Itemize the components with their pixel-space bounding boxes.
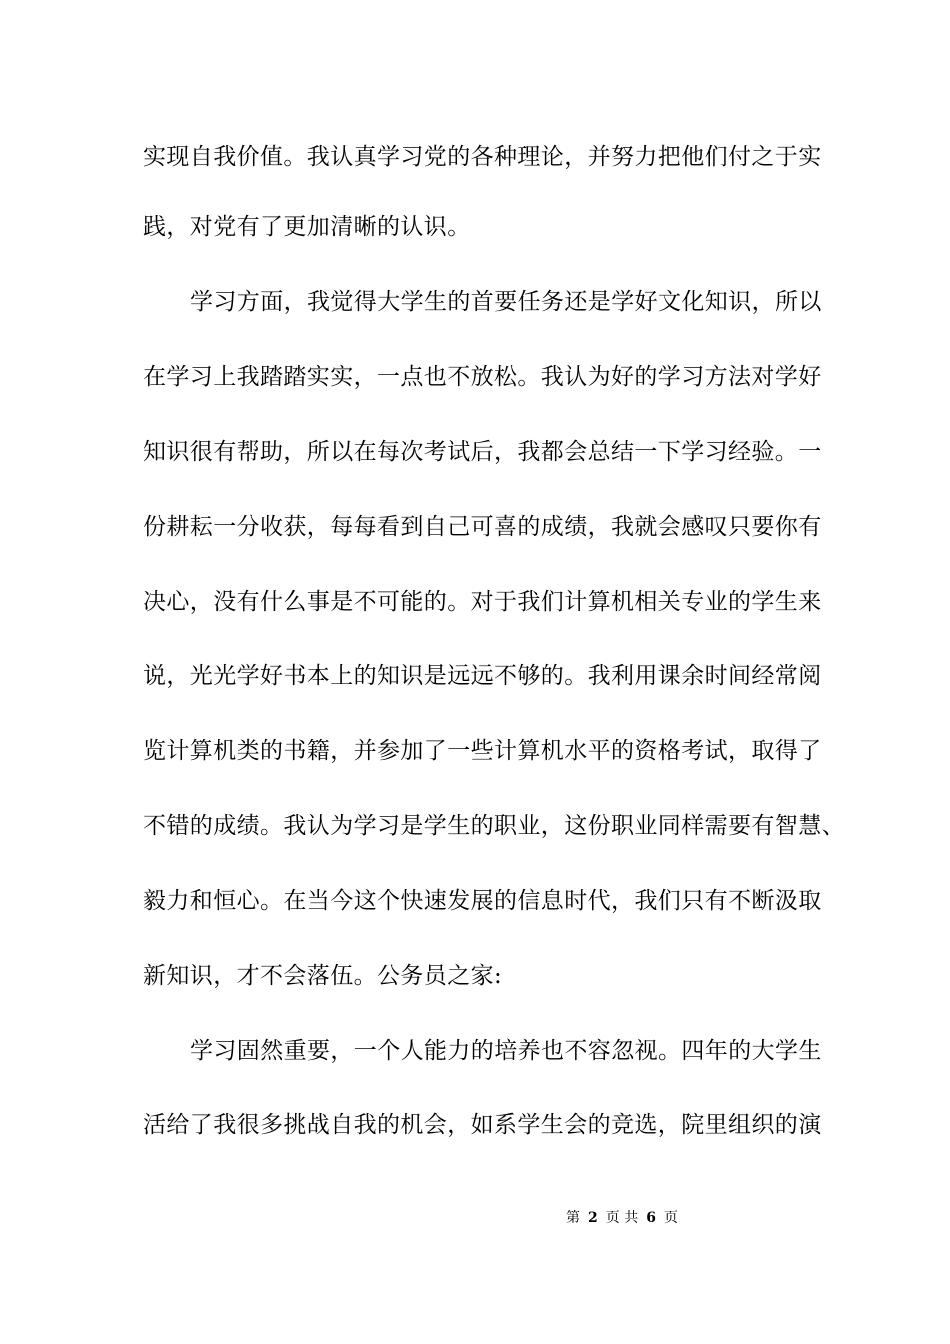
text-line: 新知识，才不会落伍。公务员之家: [143, 963, 503, 989]
text-line: 实现自我价值。我认真学习党的各种理论，并努力把他们付之于实 [143, 144, 822, 170]
text-line: 不错的成绩。我认为学习是学生的职业，这份职业同样需要有智慧、 [143, 813, 845, 839]
footer-prefix: 第 [566, 1210, 580, 1226]
text-line: 毅力和恒心。在当今这个快速发展的信息时代，我们只有不断汲取 [143, 888, 822, 914]
text-line: 览计算机类的书籍，并参加了一些计算机水平的资格考试，取得了 [143, 738, 822, 764]
footer-suffix: 页 [663, 1210, 678, 1226]
paragraph-start-line: 学习方面，我觉得大学生的首要任务还是学好文化知识，所以 [190, 289, 822, 315]
text-line: 知识很有帮助，所以在每次考试后，我都会总结一下学习经验。一 [143, 439, 822, 465]
text-line: 活给了我很多挑战自我的机会，如系学生会的竞选，院里组织的演 [143, 1112, 822, 1138]
text-line: 份耕耘一分收获，每每看到自己可喜的成绩，我就会感叹只要你有 [143, 514, 822, 540]
footer-middle: 页 共 [605, 1210, 639, 1226]
text-line: 决心，没有什么事是不可能的。对于我们计算机相关专业的学生来 [143, 589, 822, 615]
total-page-number: 6 [646, 1210, 656, 1226]
page-indicator [562, 1208, 682, 1228]
text-line: 践，对党有了更加清晰的认识。 [143, 214, 471, 240]
current-page-number: 2 [588, 1210, 598, 1226]
text-line: 说，光光学好书本上的知识是远远不够的。我利用课余时间经常阅 [143, 663, 822, 689]
text-line: 在学习上我踏踏实实，一点也不放松。我认为好的学习方法对学好 [143, 364, 822, 390]
paragraph-start-line: 学习固然重要，一个人能力的培养也不容忽视。四年的大学生 [190, 1038, 822, 1064]
